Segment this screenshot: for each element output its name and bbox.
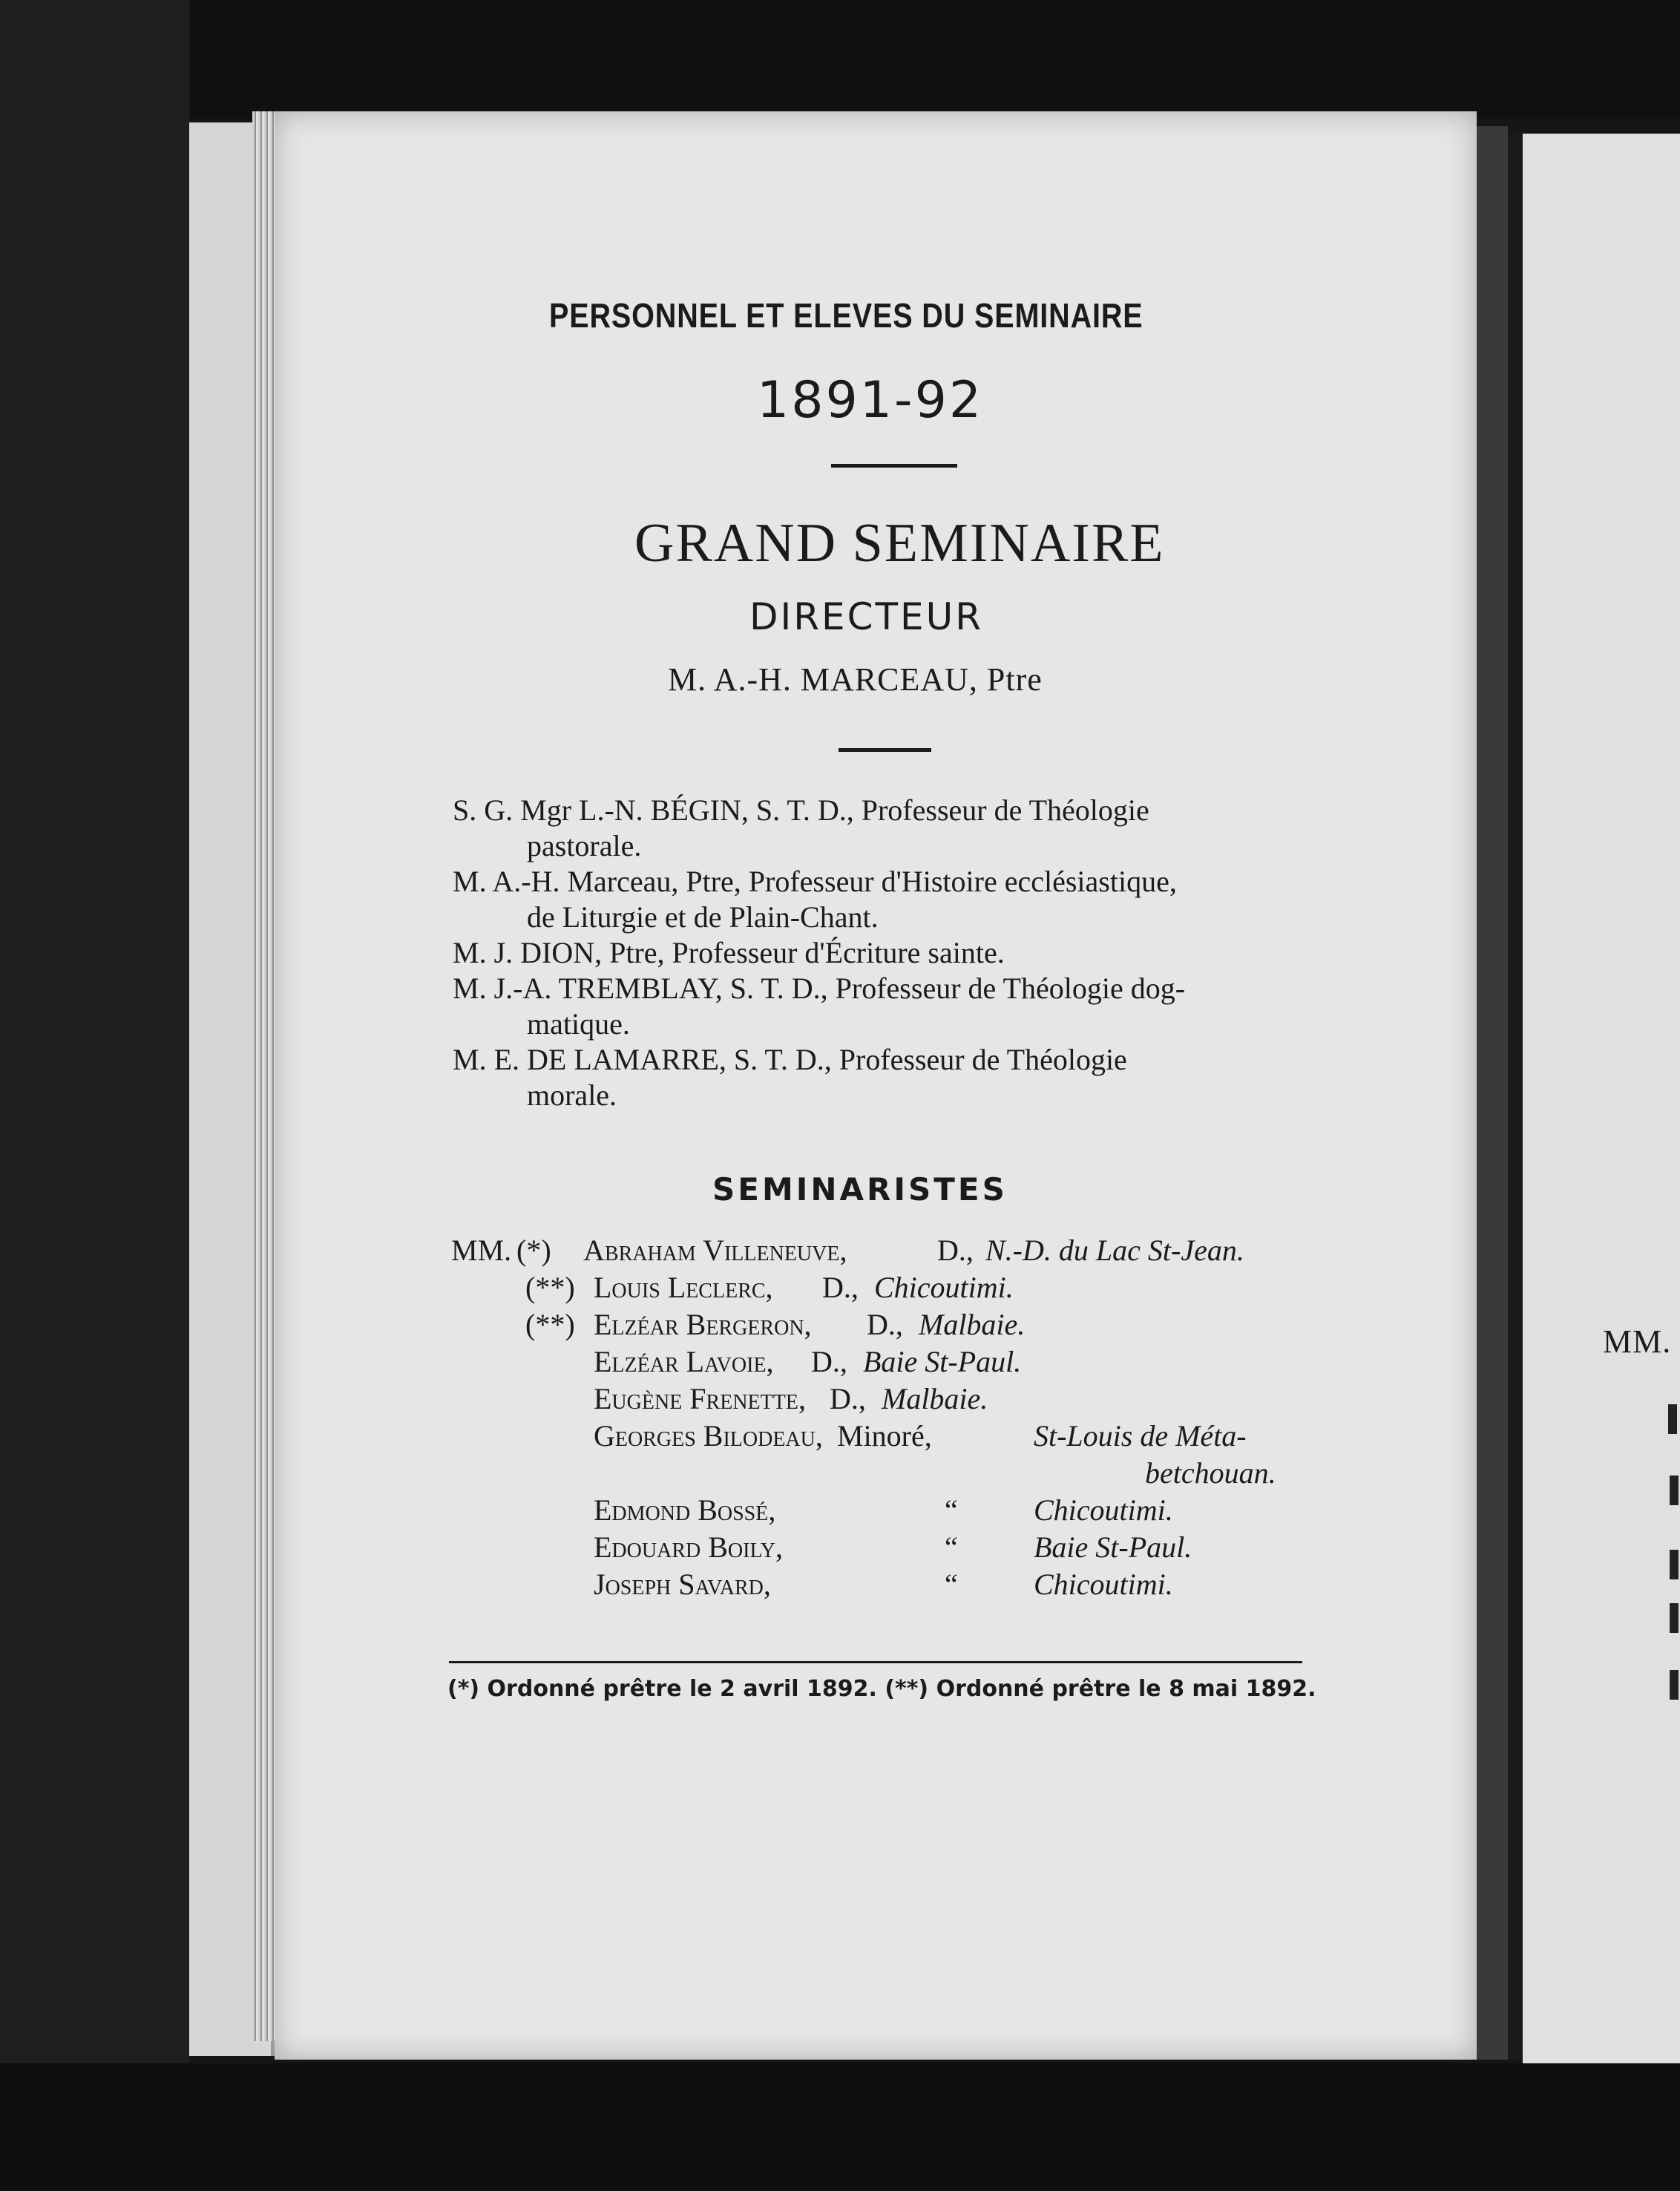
staff-line-continued: matique. <box>527 1007 630 1041</box>
staff-entry <box>453 864 1328 935</box>
student-row <box>451 1232 1327 1269</box>
student-place: Baie St-Paul. <box>863 1345 1022 1378</box>
staff-list <box>453 793 1328 1113</box>
student-status: “ <box>945 1568 958 1601</box>
student-row <box>451 1492 1327 1529</box>
student-status: D., <box>937 1234 974 1267</box>
student-status: “ <box>945 1530 958 1564</box>
student-status: D., <box>822 1271 859 1304</box>
staff-line: M. J.-A. TREMBLAY, S. T. D., Professeur de Théologie dog- <box>453 972 1186 1005</box>
adjacent-page-text: MM. <box>1603 1323 1672 1360</box>
student-row <box>451 1566 1327 1603</box>
student-row <box>451 1418 1327 1455</box>
student-row <box>451 1529 1327 1566</box>
staff-line: M. E. DE LAMARRE, S. T. D., Professeur de Théologie <box>453 1043 1127 1076</box>
ordination-mark: (**) <box>525 1271 575 1304</box>
scan-bottom-border <box>0 2063 1680 2191</box>
staff-entry <box>453 935 1328 971</box>
student-status: D., <box>867 1308 903 1341</box>
student-status: D., <box>830 1382 866 1415</box>
page-header-year: 1891-92 <box>757 371 984 430</box>
footnote: (*) Ordonné prêtre le 2 avril 1892. (**) Ordonné prêtre le 8 mai 1892. <box>447 1676 1316 1702</box>
student-name: Joseph Savard, <box>594 1568 771 1601</box>
student-name: Georges Bilodeau, <box>594 1419 823 1453</box>
student-list <box>451 1232 1327 1603</box>
staff-line-continued: morale. <box>527 1078 617 1112</box>
student-place: Malbaie. <box>919 1308 1026 1341</box>
student-row-continued <box>451 1455 1327 1492</box>
student-place: Chicoutimi. <box>874 1271 1014 1304</box>
scan-top-border <box>0 0 1680 119</box>
divider-rule <box>831 464 957 468</box>
staff-entry <box>453 971 1328 1042</box>
student-row <box>451 1343 1327 1381</box>
student-name: Elzéar Bergeron, <box>594 1308 812 1341</box>
student-place-continued: betchouan. <box>1145 1456 1276 1490</box>
student-name: Louis Leclerc, <box>594 1271 773 1304</box>
student-place: Chicoutimi. <box>1034 1568 1173 1601</box>
staff-line: M. J. DION, Ptre, Professeur d'Écriture sainte. <box>453 936 1005 969</box>
section-title: GRAND SEMINAIRE <box>634 513 1165 574</box>
student-place: Baie St-Paul. <box>1034 1530 1192 1564</box>
adjacent-page <box>1523 134 1680 2063</box>
student-status: Minoré, <box>837 1419 932 1453</box>
student-name: Abraham Villeneuve, <box>583 1234 847 1267</box>
staff-line-continued: de Liturgie et de Plain-Chant. <box>527 900 879 934</box>
student-place: St-Louis de Méta- <box>1034 1419 1247 1453</box>
ordination-mark: (*) <box>516 1234 551 1267</box>
mm-prefix: MM. <box>451 1234 512 1267</box>
seminaristes-title: SEMINARISTES <box>712 1171 1008 1208</box>
student-name: Eugène Frenette, <box>594 1382 806 1415</box>
student-name: Edouard Boily, <box>594 1530 783 1564</box>
book-gutter <box>1508 134 1523 2060</box>
student-place: Malbaie. <box>882 1382 988 1415</box>
student-row <box>451 1381 1327 1418</box>
book-spine <box>1477 126 1508 2060</box>
staff-entry <box>453 793 1328 864</box>
staff-line-continued: pastorale. <box>527 829 642 862</box>
student-row <box>451 1306 1327 1343</box>
staff-line: M. A.-H. Marceau, Ptre, Professeur d'Histoire ecclésiastique, <box>453 865 1177 898</box>
page-header-title: PERSONNEL ET ELEVES DU SEMINAIRE <box>549 296 1143 335</box>
ordination-mark: (**) <box>525 1308 575 1341</box>
student-status: D., <box>811 1345 847 1378</box>
footnote-rule <box>449 1661 1302 1663</box>
student-row <box>451 1269 1327 1306</box>
staff-entry <box>453 1042 1328 1113</box>
divider-rule <box>839 748 931 752</box>
director-label: DIRECTEUR <box>749 595 983 638</box>
staff-line: S. G. Mgr L.-N. BÉGIN, S. T. D., Professeur de Théologie <box>453 793 1149 827</box>
student-name: Edmond Bossé, <box>594 1493 776 1527</box>
student-place: N.-D. du Lac St-Jean. <box>985 1234 1244 1267</box>
scan-left-border <box>0 0 189 2191</box>
student-status: “ <box>945 1493 958 1527</box>
student-place: Chicoutimi. <box>1034 1493 1173 1527</box>
director-name: M. A.-H. MARCEAU, Ptre <box>668 661 1043 698</box>
student-name: Elzéar Lavoie, <box>594 1345 774 1378</box>
